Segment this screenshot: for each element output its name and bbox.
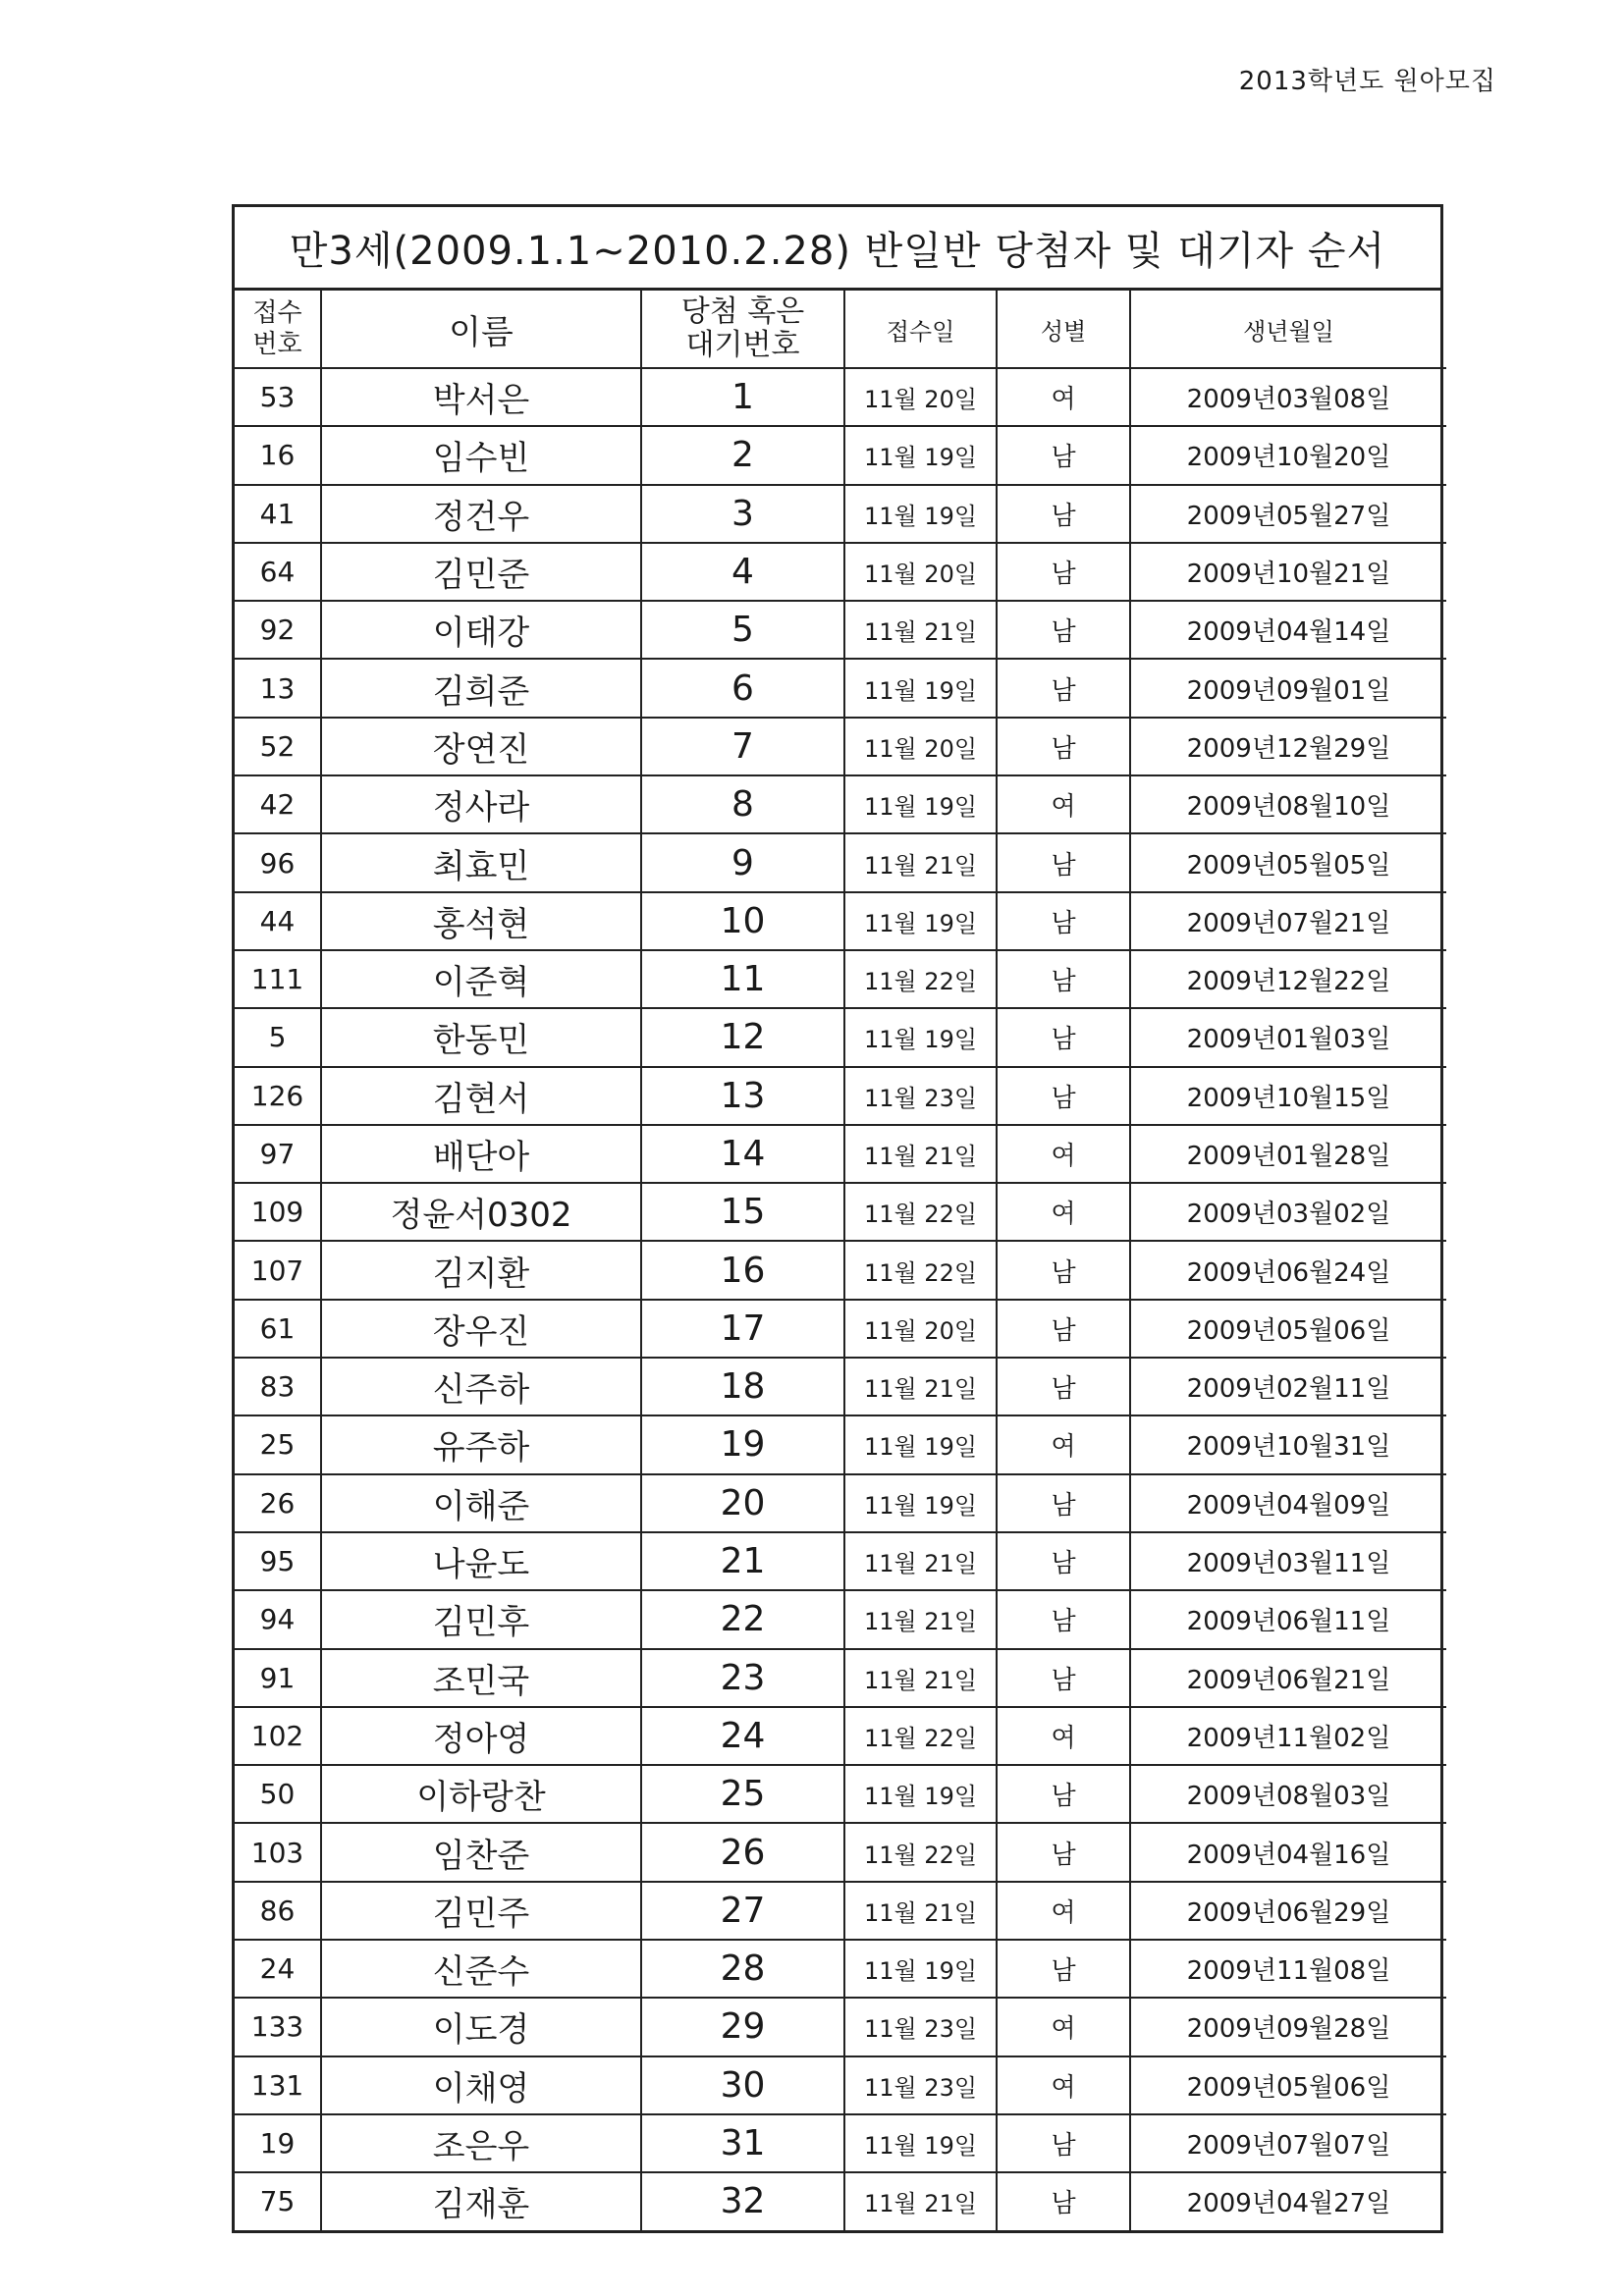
application-date-cell: 11월 22일 [844,1823,997,1881]
table-row [235,1474,1446,1532]
name-cell: 김희준 [321,659,641,717]
gender-cell: 여 [997,1415,1130,1473]
name-cell: 배단아 [321,1125,641,1183]
rank-cell: 12 [641,1008,844,1066]
receipt-number-cell: 44 [235,892,321,950]
birth-date-cell: 2009년10월15일 [1130,1067,1446,1125]
name-cell: 이준혁 [321,950,641,1008]
birth-date-cell: 2009년02월11일 [1130,1358,1446,1415]
table-row [235,1183,1446,1241]
receipt-number-cell: 86 [235,1882,321,1940]
gender-cell: 남 [997,1241,1130,1299]
gender-cell: 남 [997,1823,1130,1881]
name-cell: 정윤서0302 [321,1183,641,1241]
rank-cell: 4 [641,543,844,601]
receipt-number-cell: 96 [235,833,321,891]
name-cell: 김현서 [321,1067,641,1125]
column-header-birth: 생년월일 [1130,291,1446,368]
gender-cell: 남 [997,1067,1130,1125]
birth-date-cell: 2009년04월27일 [1130,2172,1446,2229]
birth-date-cell: 2009년12월29일 [1130,718,1446,775]
name-cell: 유주하 [321,1415,641,1473]
gender-cell: 여 [997,1183,1130,1241]
table-body [235,368,1446,2230]
name-cell: 정사라 [321,775,641,833]
column-header-date: 접수일 [844,291,997,368]
table-row [235,2172,1446,2229]
receipt-number-cell: 5 [235,1008,321,1066]
table-row [235,1707,1446,1765]
application-date-cell: 11월 22일 [844,950,997,1008]
name-cell: 이채영 [321,2056,641,2114]
receipt-number-cell: 50 [235,1765,321,1823]
name-cell: 김민주 [321,1882,641,1940]
application-date-cell: 11월 21일 [844,833,997,891]
gender-cell: 남 [997,718,1130,775]
rank-cell: 7 [641,718,844,775]
application-date-cell: 11월 21일 [844,2172,997,2229]
receipt-number-cell: 61 [235,1300,321,1358]
gender-cell: 남 [997,1300,1130,1358]
name-cell: 김재훈 [321,2172,641,2229]
application-date-cell: 11월 19일 [844,485,997,543]
application-date-cell: 11월 20일 [844,543,997,601]
rank-cell: 29 [641,1998,844,2056]
application-date-cell: 11월 19일 [844,892,997,950]
rank-cell: 21 [641,1532,844,1590]
table-row [235,950,1446,1008]
table-row [235,485,1446,543]
birth-date-cell: 2009년08월10일 [1130,775,1446,833]
application-date-cell: 11월 23일 [844,1067,997,1125]
column-header-rank-line2: 대기번호 [685,328,800,362]
application-date-cell: 11월 21일 [844,1532,997,1590]
table-row [235,2056,1446,2114]
gender-cell: 남 [997,601,1130,659]
gender-cell: 남 [997,833,1130,891]
birth-date-cell: 2009년01월03일 [1130,1008,1446,1066]
receipt-number-cell: 103 [235,1823,321,1881]
name-cell: 김지환 [321,1241,641,1299]
name-cell: 임찬준 [321,1823,641,1881]
gender-cell: 남 [997,426,1130,484]
receipt-number-cell: 95 [235,1532,321,1590]
gender-cell: 여 [997,368,1130,426]
rank-cell: 10 [641,892,844,950]
rank-cell: 18 [641,1358,844,1415]
birth-date-cell: 2009년07월07일 [1130,2114,1446,2172]
name-cell: 임수빈 [321,426,641,484]
rank-cell: 30 [641,2056,844,2114]
receipt-number-cell: 111 [235,950,321,1008]
column-header-rank [641,291,844,368]
application-date-cell: 11월 23일 [844,1998,997,2056]
birth-date-cell: 2009년11월08일 [1130,1940,1446,1998]
table-row [235,1590,1446,1648]
birth-date-cell: 2009년06월24일 [1130,1241,1446,1299]
name-cell: 김민준 [321,543,641,601]
table-row [235,1998,1446,2056]
application-date-cell: 11월 19일 [844,1474,997,1532]
receipt-number-cell: 25 [235,1415,321,1473]
gender-cell: 여 [997,1882,1130,1940]
birth-date-cell: 2009년04월16일 [1130,1823,1446,1881]
name-cell: 한동민 [321,1008,641,1066]
list-title: 만3세(2009.1.1~2010.2.28) 반일반 당첨자 및 대기자 순서 [235,207,1440,291]
rank-cell: 26 [641,1823,844,1881]
birth-date-cell: 2009년10월31일 [1130,1415,1446,1473]
birth-date-cell: 2009년05월05일 [1130,833,1446,891]
table-row [235,1358,1446,1415]
table-row [235,1532,1446,1590]
gender-cell: 남 [997,2172,1130,2229]
receipt-number-cell: 42 [235,775,321,833]
application-date-cell: 11월 22일 [844,1183,997,1241]
gender-cell: 남 [997,1765,1130,1823]
rank-cell: 24 [641,1707,844,1765]
applicant-table [235,291,1446,2230]
birth-date-cell: 2009년09월28일 [1130,1998,1446,2056]
application-date-cell: 11월 20일 [844,1300,997,1358]
table-row [235,426,1446,484]
birth-date-cell: 2009년12월22일 [1130,950,1446,1008]
birth-date-cell: 2009년05월27일 [1130,485,1446,543]
table-row [235,833,1446,891]
receipt-number-cell: 83 [235,1358,321,1415]
gender-cell: 여 [997,775,1130,833]
table-row [235,1765,1446,1823]
gender-cell: 남 [997,1940,1130,1998]
birth-date-cell: 2009년06월21일 [1130,1649,1446,1707]
table-row [235,1940,1446,1998]
receipt-number-cell: 16 [235,426,321,484]
name-cell: 김민후 [321,1590,641,1648]
rank-cell: 16 [641,1241,844,1299]
table-row [235,543,1446,601]
rank-cell: 11 [641,950,844,1008]
table-row [235,718,1446,775]
birth-date-cell: 2009년03월02일 [1130,1183,1446,1241]
column-header-rank-line1: 당첨 혹은 [680,294,805,329]
gender-cell: 남 [997,2114,1130,2172]
table-row [235,1125,1446,1183]
document-header-note: 2013학년도 원아모집 [1238,67,1496,96]
rank-cell: 6 [641,659,844,717]
rank-cell: 9 [641,833,844,891]
birth-date-cell: 2009년05월06일 [1130,1300,1446,1358]
application-date-cell: 11월 19일 [844,1008,997,1066]
name-cell: 신주하 [321,1358,641,1415]
receipt-number-cell: 24 [235,1940,321,1998]
birth-date-cell: 2009년08월03일 [1130,1765,1446,1823]
table-row [235,1882,1446,1940]
birth-date-cell: 2009년04월14일 [1130,601,1446,659]
rank-cell: 13 [641,1067,844,1125]
rank-cell: 2 [641,426,844,484]
rank-cell: 3 [641,485,844,543]
application-date-cell: 11월 22일 [844,1707,997,1765]
receipt-number-cell: 13 [235,659,321,717]
column-header-name: 이름 [321,291,641,368]
name-cell: 정건우 [321,485,641,543]
gender-cell: 남 [997,950,1130,1008]
name-cell: 조민국 [321,1649,641,1707]
rank-cell: 27 [641,1882,844,1940]
application-date-cell: 11월 19일 [844,1940,997,1998]
birth-date-cell: 2009년11월02일 [1130,1707,1446,1765]
birth-date-cell: 2009년03월08일 [1130,368,1446,426]
birth-date-cell: 2009년04월09일 [1130,1474,1446,1532]
receipt-number-cell: 19 [235,2114,321,2172]
application-date-cell: 11월 19일 [844,1415,997,1473]
application-date-cell: 11월 19일 [844,1765,997,1823]
rank-cell: 32 [641,2172,844,2229]
rank-cell: 8 [641,775,844,833]
birth-date-cell: 2009년10월21일 [1130,543,1446,601]
name-cell: 장연진 [321,718,641,775]
name-cell: 최효민 [321,833,641,891]
receipt-number-cell: 126 [235,1067,321,1125]
gender-cell: 남 [997,1358,1130,1415]
gender-cell: 남 [997,1590,1130,1648]
receipt-number-cell: 64 [235,543,321,601]
gender-cell: 남 [997,1532,1130,1590]
gender-cell: 남 [997,892,1130,950]
application-date-cell: 11월 20일 [844,718,997,775]
table-header-row [235,291,1446,368]
gender-cell: 여 [997,2056,1130,2114]
table-row [235,1241,1446,1299]
rank-cell: 1 [641,368,844,426]
rank-cell: 15 [641,1183,844,1241]
application-date-cell: 11월 23일 [844,2056,997,2114]
birth-date-cell: 2009년07월21일 [1130,892,1446,950]
application-date-cell: 11월 21일 [844,1882,997,1940]
receipt-number-cell: 109 [235,1183,321,1241]
birth-date-cell: 2009년10월20일 [1130,426,1446,484]
gender-cell: 남 [997,1474,1130,1532]
table-row [235,1649,1446,1707]
receipt-number-cell: 97 [235,1125,321,1183]
application-date-cell: 11월 19일 [844,426,997,484]
rank-cell: 31 [641,2114,844,2172]
table-row [235,1415,1446,1473]
applicant-list-sheet [232,204,1443,2233]
table-row [235,659,1446,717]
receipt-number-cell: 102 [235,1707,321,1765]
rank-cell: 25 [641,1765,844,1823]
name-cell: 이태강 [321,601,641,659]
application-date-cell: 11월 21일 [844,601,997,659]
gender-cell: 남 [997,485,1130,543]
receipt-number-cell: 92 [235,601,321,659]
rank-cell: 17 [641,1300,844,1358]
table-row [235,1067,1446,1125]
application-date-cell: 11월 21일 [844,1358,997,1415]
gender-cell: 남 [997,659,1130,717]
name-cell: 박서은 [321,368,641,426]
application-date-cell: 11월 19일 [844,2114,997,2172]
application-date-cell: 11월 19일 [844,659,997,717]
rank-cell: 28 [641,1940,844,1998]
table-row [235,2114,1446,2172]
application-date-cell: 11월 22일 [844,1241,997,1299]
rank-cell: 19 [641,1415,844,1473]
name-cell: 나윤도 [321,1532,641,1590]
rank-cell: 23 [641,1649,844,1707]
receipt-number-cell: 107 [235,1241,321,1299]
receipt-number-cell: 41 [235,485,321,543]
application-date-cell: 11월 21일 [844,1590,997,1648]
table-row [235,1300,1446,1358]
name-cell: 조은우 [321,2114,641,2172]
birth-date-cell: 2009년05월06일 [1130,2056,1446,2114]
rank-cell: 5 [641,601,844,659]
table-row [235,1008,1446,1066]
application-date-cell: 11월 21일 [844,1125,997,1183]
receipt-number-cell: 53 [235,368,321,426]
table-row [235,601,1446,659]
table-row [235,775,1446,833]
receipt-number-cell: 52 [235,718,321,775]
column-header-receipt-line2: 번호 [252,330,302,359]
rank-cell: 22 [641,1590,844,1648]
application-date-cell: 11월 21일 [844,1649,997,1707]
gender-cell: 남 [997,543,1130,601]
receipt-number-cell: 94 [235,1590,321,1648]
column-header-receipt-number [235,291,321,368]
application-date-cell: 11월 19일 [844,775,997,833]
birth-date-cell: 2009년06월29일 [1130,1882,1446,1940]
receipt-number-cell: 133 [235,1998,321,2056]
receipt-number-cell: 91 [235,1649,321,1707]
birth-date-cell: 2009년01월28일 [1130,1125,1446,1183]
application-date-cell: 11월 20일 [844,368,997,426]
name-cell: 정아영 [321,1707,641,1765]
gender-cell: 여 [997,1998,1130,2056]
table-row [235,368,1446,426]
name-cell: 이하랑찬 [321,1765,641,1823]
gender-cell: 여 [997,1707,1130,1765]
gender-cell: 남 [997,1008,1130,1066]
name-cell: 장우진 [321,1300,641,1358]
column-header-gender: 성별 [997,291,1130,368]
receipt-number-cell: 26 [235,1474,321,1532]
birth-date-cell: 2009년03월11일 [1130,1532,1446,1590]
receipt-number-cell: 75 [235,2172,321,2229]
name-cell: 신준수 [321,1940,641,1998]
name-cell: 홍석현 [321,892,641,950]
rank-cell: 14 [641,1125,844,1183]
table-row [235,1823,1446,1881]
birth-date-cell: 2009년09월01일 [1130,659,1446,717]
gender-cell: 남 [997,1649,1130,1707]
rank-cell: 20 [641,1474,844,1532]
gender-cell: 여 [997,1125,1130,1183]
table-row [235,892,1446,950]
name-cell: 이해준 [321,1474,641,1532]
column-header-receipt-line1: 접수 [252,298,302,328]
birth-date-cell: 2009년06월11일 [1130,1590,1446,1648]
name-cell: 이도경 [321,1998,641,2056]
receipt-number-cell: 131 [235,2056,321,2114]
